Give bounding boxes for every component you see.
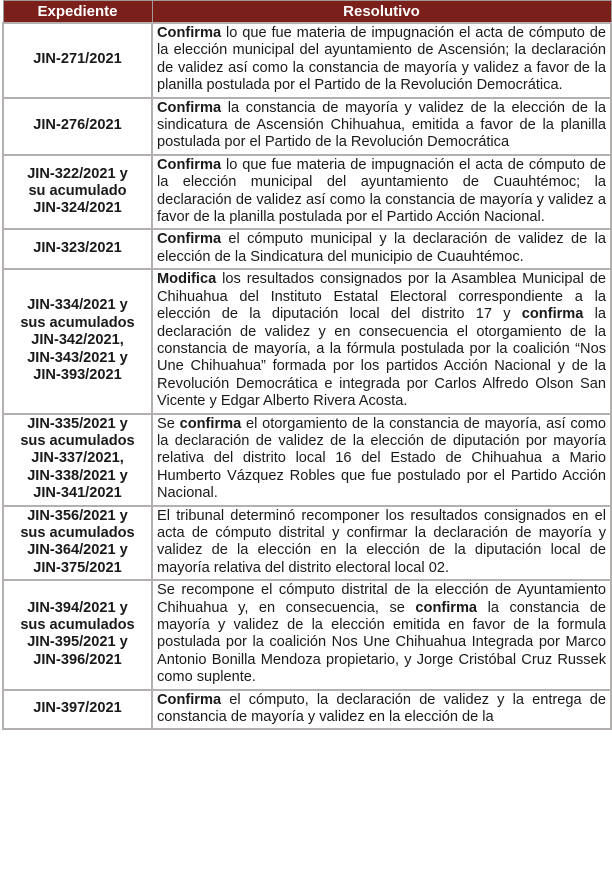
resolutivo-text: el cómputo municipal y la declaración de validez de la elección de la Sindicatura del municipio de Cuauhtémoc. [157,231,606,265]
resolutivo-keyword: Confirma [157,231,222,248]
expediente-cell [3,414,152,506]
resolutivo-cell [152,269,611,413]
expediente-line: sus acumulados [20,524,135,541]
expediente-cell [3,229,152,269]
expediente-cell [3,690,152,730]
expediente-line: JIN-343/2021 y [27,349,128,366]
header-resolutivo: Resolutivo [152,1,611,24]
expediente-line: JIN-271/2021 [33,51,122,68]
resolutivo-keyword: Confirma [157,691,222,708]
table-row [3,229,611,269]
expediente-line: JIN-341/2021 [33,485,122,502]
expediente-line: JIN-322/2021 y [27,165,128,182]
resolutivo-keyword: confirma [179,415,242,432]
expediente-cell [3,506,152,581]
resolutivo-text: lo que fue materia de impugnación el acta de cómputo de la elección municipal del ayuntamiento de Cuauhtémoc; la declaración de validez así como la constancia de mayoría y validez a favor de la planilla postulada por el Partido Acción Nacional. [157,156,606,226]
resolutivo-cell [152,414,611,506]
expediente-line: JIN-395/2021 y [27,634,128,651]
expediente-line: sus acumulados [20,314,135,331]
expediente-line: sus acumulados [20,617,135,633]
expediente-line: JIN-323/2021 [33,240,122,257]
resolutivo-cell [152,23,611,98]
resolutivo-cell [152,690,611,730]
expediente-line: JIN-364/2021 y [27,542,128,559]
resolutivo-text: El tribunal determinó recomponer los resultados consignados en el acta de cómputo distrital y confirmar la declaración de mayoría y validez de la elección en la elección de la diputación local de mayoría relativa del distrito electoral local 02. [157,507,606,576]
resolutivo-text: Se recompone el cómputo distrital de la elección de Ayuntamiento Chihuahua y, en consecuencia, se [157,582,606,616]
table-row [3,414,611,506]
resolutivo-keyword: Confirma [157,99,222,116]
expediente-line: JIN-338/2021 y [27,467,128,484]
table-row [3,23,611,98]
resolutivo-keyword: Modifica [157,271,217,288]
resolutivo-text: la declaración de validez y en consecuencia el otorgamiento de la constancia de mayoría, a la fórmula postulada por la coalición “Nos Une Chihuahua” formada por los partidos Acción Nacional y de la Revolución Democrática e integrada por Carlos Alfredo Olson San Vicente y Edgar Alberto Rivera Acosta. [157,306,606,410]
resolutivo-text: lo que fue materia de impugnación el acta de cómputo de la elección municipal del ayuntamiento de Ascensión; la declaración de validez así como la constancia de mayoría y validez a favor de la planilla postulada por el Partido de la Revolución Democrática. [157,25,606,94]
resolutivo-keyword: confirma [415,599,478,616]
expediente-line: JIN-394/2021 y [27,599,128,616]
resolutivo-text: Se [157,415,180,432]
table-row [3,98,611,155]
resolutivo-keyword: Confirma [157,156,222,173]
expediente-line: JIN-342/2021, [31,332,124,349]
expediente-line: JIN-337/2021, [31,450,124,467]
expediente-cell [3,580,152,689]
resolutivo-cell [152,229,611,269]
expediente-line: JIN-276/2021 [33,117,122,134]
table-body [3,23,611,729]
expediente-line: su acumulado [28,182,127,199]
resolutivo-text: la constancia de mayoría y validez de la elección emitida en favor de la formula postulada por la coalición Nos Une Chihuahua Integrada por Marco Antonio Bonilla Mendoza propietario, y Jorge Cristóbal Cruz Russek como suplente. [157,599,606,686]
resolutivo-cell [152,506,611,581]
expediente-cell [3,23,152,98]
expediente-line: JIN-397/2021 [33,700,122,717]
resolutivo-cell [152,98,611,155]
resolutions-table [2,0,612,730]
expediente-line: JIN-334/2021 y [27,297,128,314]
table-row [3,155,611,230]
expediente-line: JIN-356/2021 y [27,507,128,524]
resolutivo-text: el otorgamiento de la constancia de mayoría, así como la declaración de validez de la elección de diputación por mayoría relativa del distrito local 16 del Estado de Chihuahua a Mario Humberto Vázquez Robles que fue postulado por el Partido Acción Nacional. [157,415,607,502]
expediente-cell [3,98,152,155]
expediente-line: JIN-324/2021 [33,200,122,217]
expediente-cell [3,155,152,230]
resolutivo-text: los resultados consignados por la Asamblea Municipal de Chihuahua del Instituto Estatal Electoral correspondiente a la elección de la diputación local del distrito 17 y [157,271,606,323]
resolutivo-keyword: confirma [521,306,584,323]
expediente-line: sus acumulados [20,432,135,449]
resolutivo-cell [152,155,611,230]
table-row [3,690,611,730]
table-header-row [3,1,611,24]
table-row [3,269,611,413]
expediente-cell [3,269,152,413]
resolutivo-keyword: Confirma [157,25,222,41]
header-expediente: Expediente [3,1,152,24]
resolutivo-cell [152,580,611,689]
resolutivo-text: la constancia de mayoría y validez de la elección de la sindicatura de Ascensión Chihuahua, emitida a favor de la planilla postulada por el Partido de la Revolución Democrática [157,99,606,151]
expediente-line: JIN-375/2021 [33,559,122,576]
expediente-line: JIN-393/2021 [33,367,122,384]
expediente-line: JIN-396/2021 [33,651,122,668]
table-row [3,506,611,581]
expediente-line: JIN-335/2021 y [27,415,128,432]
resolutivo-text: el cómputo, la declaración de validez y la entrega de constancia de mayoría y validez en la elección de la [157,691,606,726]
table-row [3,580,611,689]
